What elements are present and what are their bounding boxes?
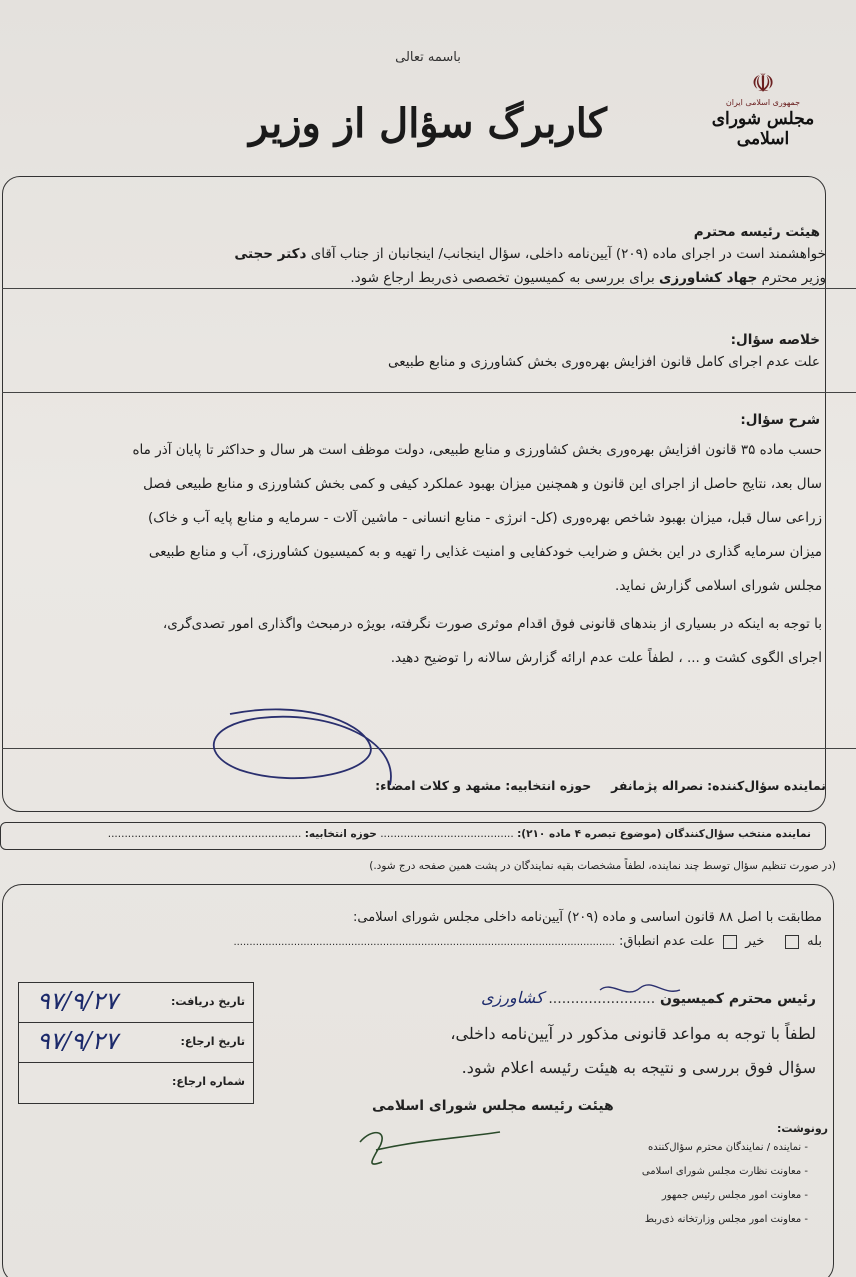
- cc-item: - معاونت نظارت مجلس شورای اسلامی: [641, 1166, 808, 1177]
- commission-chair: [481, 988, 816, 1007]
- divider: [2, 392, 856, 393]
- received-date-label: تاریخ دریافت:: [171, 995, 245, 1008]
- multiple-reps-note: (در صورت تنظیم سؤال توسط چند نماینده، لطفاً مشخصات بقیه نمایندگان در پشت همین صفحه درج شود.): [369, 860, 836, 872]
- elected-rep-label: نماینده منتخب سؤال‌کنندگان (موضوع تبصره ۴ ماده ۲۱۰):: [517, 828, 811, 840]
- request-line-1-text: خواهشمند است در اجرای ماده (۲۰۹) آیین‌نامه داخلی، سؤال اینجانب/ اینجانبان از جناب آقای: [310, 246, 826, 262]
- compliance-checks: [233, 934, 822, 949]
- compliance-text: مطابقت با اصل ۸۸ قانون اساسی و ماده (۲۰۹) آیین‌نامه داخلی مجلس شورای اسلامی:: [353, 910, 822, 925]
- referral-date-label: تاریخ ارجاع:: [180, 1035, 245, 1048]
- description-line: با توجه به اینکه در بسیاری از بندهای قانونی فوق اقدام موثری صورت نگرفته، بویژه درمبحث واگذاری امور تصدی‌گری،: [162, 616, 822, 632]
- request-line-2-suffix: برای بررسی به کمیسیون تخصصی ذی‌ربط ارجاع شود.: [350, 270, 655, 286]
- elected-district-label: حوزه انتخابیه:: [304, 828, 377, 840]
- referral-number-row: [19, 1063, 253, 1103]
- cc-item: - نماینده / نمایندگان محترم سؤال‌کننده: [648, 1142, 808, 1153]
- description-line: میزان سرمایه گذاری در این بخش و ضرایب خودکفایی و امنیت غذایی را تهیه و به کمیسیون کشاورزی، آب و منابع طبیعی: [148, 544, 822, 560]
- request-line-2: [350, 268, 826, 288]
- description-line: اجرای الگوی کشت و ... ، لطفاً علت عدم ارائه گزارش سالانه را توضیح دهید.: [390, 650, 822, 666]
- form-title: کاربرگ سؤال از وزیر: [249, 100, 607, 147]
- reason-label: علت عدم انطباق:: [619, 934, 715, 949]
- description-line: سال بعد، نتایج حاصل از اجرای این قانون و همچنین میزان بهبود عملکرد کیفی و کمی بخش کشاورزی و منابع طبیعی فصل: [143, 476, 822, 492]
- commission-label: رئیس محترم کمیسیون: [660, 991, 816, 1007]
- cc-title: رونوشت:: [776, 1122, 828, 1135]
- district-name: مشهد و کلات: [419, 778, 502, 793]
- request-line-1: [234, 244, 826, 264]
- description-line: حسب ماده ۳۵ قانون افزایش بهره‌وری بخش کشاورزی و منابع طبیعی، دولت موظف است هر سال و حداکثر تا پایان آذر ماه: [132, 442, 822, 458]
- ministry-name: جهاد کشاورزی: [659, 270, 758, 286]
- elected-rep-dots: ........................................: [380, 828, 514, 840]
- referral-date-row: [19, 1023, 253, 1063]
- signer-row: [375, 776, 826, 796]
- divider: [2, 288, 856, 289]
- logo-subtitle: جمهوری اسلامی ایران: [725, 98, 801, 107]
- description-line: زراعی سال قبل، میزان بهبود شاخص بهره‌وری (کل- انرژی - منابع انسانی - ماشین آلات - سرمایه و منابع پایه آب و خاک): [148, 510, 822, 526]
- no-label: خیر: [745, 934, 765, 949]
- elected-district-dots: ..........................................................: [107, 828, 302, 840]
- commission-dots: ........................: [548, 991, 656, 1007]
- request-label: هیئت رئیسه محترم: [693, 224, 820, 240]
- signature-label: امضاء:: [375, 778, 416, 793]
- summary-label: خلاصه سؤال:: [730, 332, 820, 348]
- no-checkbox[interactable]: [723, 935, 737, 949]
- presiding-board: هیئت رئیسه مجلس شورای اسلامی: [372, 1098, 614, 1114]
- referral-request-line-2: سؤال فوق بررسی و نتیجه به هیئت رئیسه اعلام شود.: [461, 1058, 816, 1077]
- description-line: مجلس شورای اسلامی گزارش نماید.: [615, 578, 822, 594]
- cc-item: - معاونت امور مجلس وزارتخانه ذی‌ربط: [644, 1214, 808, 1225]
- minister-name: دکتر حجتی: [234, 246, 307, 262]
- commission-handwritten: کشاورزی: [481, 988, 544, 1007]
- bismillah-text: باسمه تعالی: [395, 50, 461, 65]
- summary-text: علت عدم اجرای کامل قانون افزایش بهره‌وری بخش کشاورزی و منابع طبیعی: [388, 354, 820, 370]
- reason-dots: ........................................................................................................................: [233, 937, 615, 948]
- signer-label: نماینده سؤال‌کننده:: [707, 778, 826, 793]
- cc-item: - معاونت امور مجلس رئیس جمهور: [661, 1190, 808, 1201]
- divider: [2, 748, 856, 749]
- logo-name: مجلس شورای اسلامی: [711, 109, 815, 149]
- request-line-2-prefix: وزیر محترم: [761, 270, 826, 286]
- parliament-logo: [708, 70, 818, 160]
- description-label: شرح سؤال:: [740, 412, 820, 428]
- referral-request-line-1: لطفاً با توجه به مواعد قانونی مذکور در آیین‌نامه داخلی،: [450, 1024, 816, 1043]
- referral-number-label: شماره ارجاع:: [171, 1075, 245, 1088]
- received-date-value: ۹۷/۹/۲۷: [37, 987, 118, 1015]
- emblem-icon: ☫: [751, 69, 775, 99]
- referral-date-value: ۹۷/۹/۲۷: [37, 1027, 118, 1055]
- signer-name: نصراله پژمانفر: [611, 778, 704, 793]
- district-label: حوزه انتخابیه:: [505, 778, 592, 793]
- yes-checkbox[interactable]: [785, 935, 799, 949]
- yes-label: بله: [807, 934, 822, 949]
- elected-representative-row: [0, 822, 826, 850]
- dates-table: [18, 982, 254, 1104]
- received-date-row: [19, 983, 253, 1023]
